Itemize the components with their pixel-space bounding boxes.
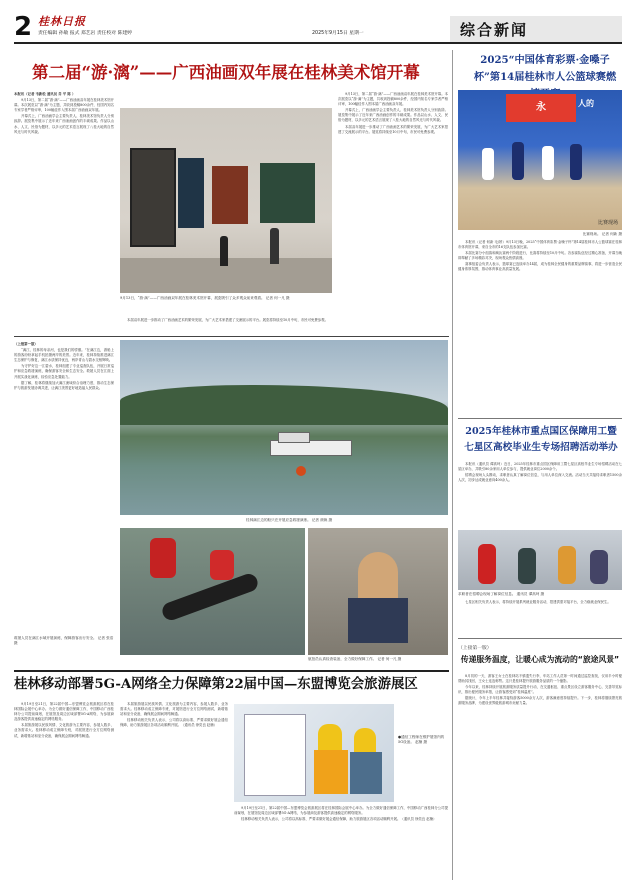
river-boat-photo-caption: 桂林漓江边的船只在开展应急救援演练。 记者 颜焕 摄 <box>246 518 333 522</box>
basketball-photo-label-text: 比赛现场 <box>597 220 618 226</box>
page-number: 2 <box>14 12 33 42</box>
recruit-paragraph: 招聘会现场人头攒动，求职者认真了解岗位信息，与用人单位深入交流。活动当天共接待求职者1500余人次，初步达成就业意向400余人。 <box>458 473 622 483</box>
fiveg-paragraph: 9月19日至21日，第22届中国—东盟博览会旅游展区将在桂林国际会展中心举办。为全力做好通信保障工作，中国移动广西桂林分公司提前谋划，在展馆及周边区域部署5G-A网络，为参展商及游客提供高速稳定的网络服务。 <box>234 806 448 816</box>
fiveg-paragraph: 本届旅游展以民族风情、文化旅游为主要内容，参展人数多、业务需求大。桂林移动成立保障专班，对展馆进行全方位网络测试，新增基站和室分设备，确保展会期间网络畅通。 <box>14 723 114 738</box>
basketball-banner-text: 永 <box>536 102 546 113</box>
editor-credits: 责任编辑 孙敏 报式 郑艺岩 责任校对 陈建婷 <box>38 31 132 36</box>
exhibition-body-col-2 <box>120 318 332 334</box>
rescue-kicker: （上接第一版） <box>14 342 38 346</box>
recruit-body-col-2 <box>458 600 622 634</box>
basketball-body <box>458 240 622 410</box>
exhibition-body-col-1 <box>14 92 114 272</box>
fiveg-body-col-2 <box>120 702 228 880</box>
section-title: 综合新闻 <box>460 21 529 39</box>
exhibition-paragraph: 9月13日，第二届“游·漓”——广西油画双年展在桂林美术馆开幕。本次展览以“游·漓”为主题，共收到投稿800余件，经国内知名专家学者严格评审，100幅佳作入围本届广西油画双年展。 <box>14 98 114 113</box>
section-banner <box>450 16 622 42</box>
fiveg-photo <box>234 704 394 802</box>
river-boat-photo <box>120 340 448 515</box>
exhibition-lead: 本报讯（记者 韦新松 通讯员 肖 平 陈 ） <box>14 92 76 96</box>
tourism-headline: 传递服务温度，让暖心成为流动的“旅途风景” <box>460 655 620 664</box>
exhibition-divider <box>14 336 449 337</box>
drone-photo <box>308 528 448 655</box>
exhibition-photo-caption: 9月13日，“游·漓”——广西油画双年展在桂林美术馆开幕，展览吸引了众多观众前来观看。 记者 何一凡 摄 <box>120 296 290 300</box>
recruit-headline: 2025年桂林市重点国区保障用工暨七星区高校毕业生专场招聘活动举办 <box>464 426 618 453</box>
rescue-body-col <box>14 342 114 632</box>
fiveg-paragraph: 本届旅游展以民族风情、文化旅游为主要内容，参展人数多、业务需求大。桂林移动成立保障专班，对展馆进行全方位网络测试，新增基站和室分设备，确保展会期间网络畅通。 <box>120 702 228 717</box>
fiveg-top-rule <box>14 670 449 672</box>
recruit-body-col-1 <box>458 462 622 528</box>
fiveg-paragraph: 9月19日至21日，第22届中国—东盟博览会旅游展区将在桂林国际会展中心举办。为全力做好通信保障工作，中国移动广西桂林分公司提前谋划，在展馆及周边区域部署5G-A网络，为参展商及游客提供高速稳定的网络服务。 <box>14 702 114 722</box>
tourism-paragraph: 8月初的一天，游客王女士在桂林站不慎遗失行李，车站工作人员第一时间通过监控查找，仅用半小时便帮助其找回，王女士连连称赞。这只是桂林提升旅游服务品质的一个缩影。 <box>458 674 622 684</box>
tourism-paragraph: 今年以来，桂林持续开展旅游服务质量提升行动，在交通枢纽、重点景区设立游客服务中心，完善导览标识，推出便民服务举措，让游客感受到“桂林温度”。 <box>458 685 622 695</box>
exhibition-paragraph: 开幕式上，广西油画学会主要负责人、桂林美术馆负责人分别致辞。展览集中展示了近年来广西油画创作的丰硕成果。作品以山水、人文、民俗为题材，以多元的艺术语言展现了八桂大地的自然风光与时代风貌。 <box>338 108 448 123</box>
rescue-paragraph: 据了解，桂林将继续加大漓江流域综合治理力度，推动生态保护与旅游发展协调共进，让漓江美景更好地造福人民群众。 <box>14 380 114 390</box>
basketball-paragraph: 赛事组委会负责人表示，篮球赛已连续举办14届，成为桂林全民健身的重要品牌赛事，将进一步营造全民健身浓厚氛围，推动体育事业高质量发展。 <box>458 262 622 272</box>
exhibition-paragraph: 本届双年展进一步推动了广西油画艺术的繁荣发展，为广大艺术家搭建了交流展示的平台。展览将持续至10月中旬，市民可免费参观。 <box>338 124 448 134</box>
basketball-banner <box>506 94 576 122</box>
recruit-photo-caption: 求职者在招聘会现场了解岗位信息。 通讯员 谭高珂 摄 <box>458 592 545 596</box>
tourism-body <box>458 674 622 880</box>
basketball-photo-label <box>598 219 618 226</box>
basketball-photo <box>458 90 622 230</box>
paper-logo: 桂林日报 <box>38 15 86 28</box>
basketball-banner-side <box>578 98 594 109</box>
drone-photo-caption: 航拍员认真检查装备，全力做好保障工作。 记者 何一凡 摄 <box>308 657 402 661</box>
basketball-paragraph: 本报讯（记者 何新 毛/婷）9月13日晚，2025“中国体育彩票·金嗓子杯”第14届桂林市人公篮球赛在桂林市体育馆开幕，来自全市的16支队伍参加比赛。 <box>458 240 622 250</box>
basketball-photo-caption: 比赛现场。 记者 何新 摄 <box>582 232 622 236</box>
fiveg-paragraph: 桂林移动相关负责人表示，公司将以高标准、严要求做好展会通信保障，助力旅游展区各项活动顺利开展。（通讯员 徐奕良 赵楠） <box>241 817 437 822</box>
recruit-paragraph: 七星区相关负责人表示，将持续开展系列就业服务活动，搭建供需对接平台，全力稳就业保民生。 <box>465 600 611 604</box>
tourism-kicker: （上接第一版） <box>458 646 492 651</box>
exhibition-photo <box>120 108 332 293</box>
rescue-paragraph: “漓江，桂林的母亲河，也是我们的骄傲。”在漓江边，游船上的游客纷纷拿起手机拍摄两岸的美景。近年来，桂林持续推进漓江生态保护与修复，漓江水质保持优良，两岸青山与碧水交相辉映。 <box>14 348 114 363</box>
rescue-photo-caption: 救援人员在漓江水域开展演练，保障游客出行安全。 记者 张浩 摄 <box>14 636 114 645</box>
exhibition-body-col-3 <box>338 92 448 332</box>
fiveg-photo-caption: ●通信工程师在维护展馆内的5G设备。 赵楠 摄 <box>398 735 445 744</box>
basketball-headline: 2025“中国体育彩票·金嗓子杯”第14届桂林市人公篮球赛燃 <box>473 54 617 83</box>
column-divider <box>452 50 453 880</box>
right-divider-1 <box>458 418 622 419</box>
exhibition-paragraph: 9月13日，第二届“游·漓”——广西油画双年展在桂林美术馆开幕。本次展览以“游·漓”为主题，共收到投稿800余件，经国内知名专家学者严格评审，100幅佳作入围本届广西油画双年展。 <box>338 92 448 107</box>
header-rule <box>14 42 622 44</box>
exhibition-headline: 第二届“游·漓”——广西油画双年展在桂林美术馆开幕 <box>32 63 420 82</box>
basketball-banner-side-text: 人的 <box>578 99 594 108</box>
fiveg-headline: 桂林移动部署5G-A网络全力保障第22届中国—东盟博览会旅游展区 <box>14 676 418 692</box>
right-divider-2 <box>458 638 622 639</box>
basketball-paragraph: 本届比赛分小组赛和淘汰赛两个阶段进行，比赛将持续至10月中旬。各参赛队伍经过精心准备，开幕当晚即奉献了多场精彩对决，现场观众热情高涨。 <box>458 251 622 261</box>
date-line: 2025年9月15日 星期一 <box>312 31 364 36</box>
exhibition-paragraph: 本届双年展进一步推动了广西油画艺术的繁荣发展，为广大艺术家搭建了交流展示的平台。展览将持续至10月中旬，市民可免费参观。 <box>127 318 328 322</box>
fiveg-paragraph: 桂林移动相关负责人表示，公司将以高标准、严要求做好展会通信保障，助力旅游展区各项活动顺利开展。（通讯员 徐奕良 赵楠） <box>120 718 228 728</box>
exhibition-paragraph: 开幕式上，广西油画学会主要负责人、桂林美术馆负责人分别致辞。展览集中展示了近年来广西油画创作的丰硕成果。作品以山水、人文、民俗为题材，以多元的艺术语言展现了八桂大地的自然风光与时代风貌。 <box>14 114 114 134</box>
recruit-photo <box>458 530 622 590</box>
fiveg-body-col-1 <box>14 702 114 880</box>
tourism-paragraph: 据统计，今年上半年桂林共接待游客5000余万人次，游客满意度持续提升。下一步，桂林将继续擦亮旅游服务品牌，为建设世界级旅游城市贡献力量。 <box>458 696 622 706</box>
recruit-paragraph: 本报讯（通讯员 谭高珂）近日，2025年桂林市重点国区保障用工暨七星区高校毕业生专场招聘活动在七星区举办，共吸引80余家用人单位参与，提供就业岗位2000余个。 <box>458 462 622 472</box>
rescue-paragraph: 为守护好这一江碧水，桂林组建了专业巡查队伍，开展日常巡护和应急救援演练，确保游客安全和生态安全。救援人员在江面上开展实战化演练，检验应急处置能力。 <box>14 364 114 379</box>
rescue-photo <box>120 528 305 655</box>
fiveg-body-col-3 <box>234 806 448 880</box>
